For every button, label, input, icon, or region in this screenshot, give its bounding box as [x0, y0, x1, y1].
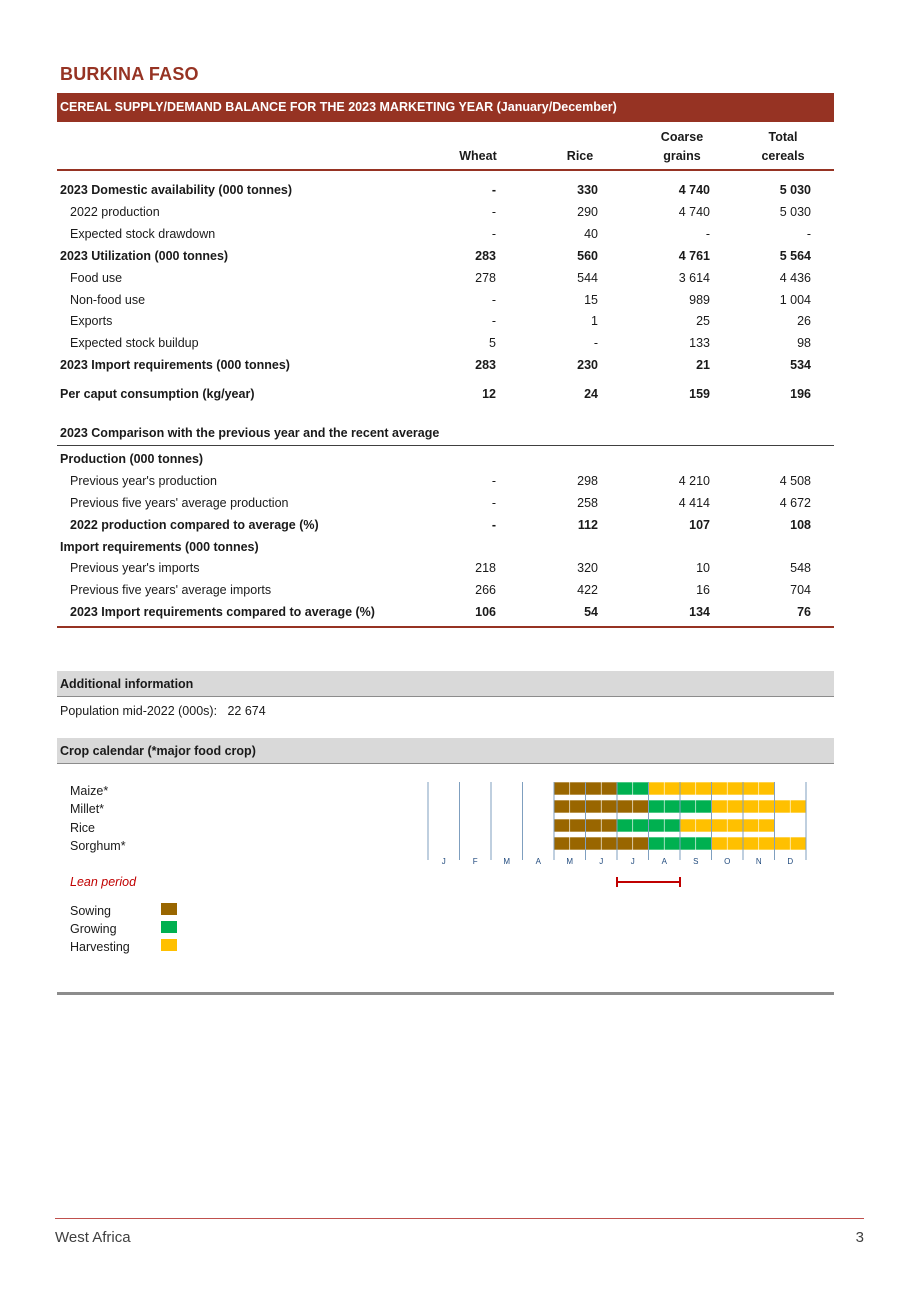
footer-page-number: 3: [855, 1229, 864, 1246]
calendar-growing-cell: [696, 800, 712, 813]
calendar-growing-cell: [696, 837, 712, 850]
calendar-sowing-cell: [570, 782, 586, 795]
cell-coarse: 25: [696, 314, 710, 328]
calendar-sowing-cell: [570, 800, 586, 813]
calendar-harvesting-cell: [727, 837, 743, 850]
row-label: Previous year's production: [70, 474, 217, 488]
cell-rice: 230: [577, 358, 598, 372]
month-label: M: [566, 857, 574, 866]
crop-calendar-header: Crop calendar (*major food crop): [57, 738, 834, 764]
row-label: 2023 Domestic availability (000 tonnes): [60, 183, 293, 197]
calendar-sowing-cell: [601, 782, 617, 795]
population-label: Population mid-2022 (000s):: [60, 704, 218, 718]
row-label: 2022 production: [70, 205, 160, 219]
cell-coarse: 989: [689, 293, 710, 307]
calendar-harvesting-cell: [759, 782, 775, 795]
col-header-rice: Rice: [566, 149, 594, 163]
row-label: Non-food use: [70, 293, 146, 307]
cell-wheat: -: [491, 314, 496, 328]
month-label: N: [755, 857, 762, 866]
calendar-harvesting-cell: [743, 837, 759, 850]
cell-coarse: 4 414: [678, 496, 710, 510]
row-label: Previous five years' average imports: [70, 583, 272, 597]
cell-total: 4 508: [779, 474, 811, 488]
cell-wheat: -: [491, 496, 496, 510]
calendar-growing-cell: [617, 819, 633, 832]
calendar-growing-cell: [633, 819, 649, 832]
comparison-row: [57, 536, 834, 558]
calendar-sowing-cell: [601, 819, 617, 832]
calendar-growing-cell: [649, 800, 665, 813]
lean-period-label: Lean period: [70, 875, 137, 889]
col-header-coarse-line1: Coarse: [660, 130, 704, 144]
calendar-harvesting-cell: [712, 837, 728, 850]
row-label: Expected stock drawdown: [70, 227, 216, 241]
col-header-wheat: Wheat: [459, 149, 497, 163]
calendar-sowing-cell: [617, 800, 633, 813]
cell-wheat: -: [491, 183, 496, 197]
comparison-row: [57, 470, 834, 492]
comparison-title: [57, 422, 834, 444]
cell-total: 1 004: [779, 293, 811, 307]
cell-total: 4 672: [779, 496, 811, 510]
crop-calendar-chart: [420, 776, 820, 896]
per-caput-row: [57, 383, 834, 405]
legend-sowing-swatch: [161, 903, 177, 915]
cell-wheat: -: [491, 293, 496, 307]
cell-coarse: 10: [696, 561, 710, 575]
month-label: A: [661, 857, 667, 866]
country-title: BURKINA FASO: [60, 64, 199, 84]
cell-wheat: -: [491, 474, 496, 488]
per-caput-total: 196: [790, 387, 811, 401]
cell-rice: 298: [577, 474, 598, 488]
calendar-sowing-cell: [554, 782, 570, 795]
footer-region: West Africa: [55, 1229, 131, 1246]
calendar-sowing-cell: [617, 837, 633, 850]
month-label: A: [535, 857, 541, 866]
calendar-growing-cell: [633, 782, 649, 795]
calendar-harvesting-cell: [759, 819, 775, 832]
comparison-row: [57, 557, 834, 579]
month-label: J: [441, 857, 446, 866]
cell-coarse: 4 740: [678, 183, 710, 197]
calendar-growing-cell: [664, 800, 680, 813]
cell-rice: 422: [577, 583, 598, 597]
calendar-harvesting-cell: [727, 819, 743, 832]
calendar-sowing-cell: [570, 837, 586, 850]
cell-wheat: 283: [475, 249, 496, 263]
row-label: 2023 Import requirements (000 tonnes): [60, 358, 290, 372]
cell-coarse: 4 761: [678, 249, 710, 263]
legend-harvesting-label: Harvesting: [70, 940, 130, 954]
calendar-harvesting-cell: [790, 800, 806, 813]
cell-coarse: 4 740: [678, 205, 710, 219]
calendar-harvesting-cell: [680, 782, 696, 795]
cell-rice: 40: [584, 227, 598, 241]
cell-rice: 320: [577, 561, 598, 575]
row-label: 2023 Import requirements compared to average (%): [70, 605, 375, 619]
cell-wheat: 278: [475, 271, 496, 285]
calendar-growing-cell: [664, 819, 680, 832]
calendar-harvesting-cell: [743, 782, 759, 795]
cell-total: 4 436: [779, 271, 811, 285]
calendar-sowing-cell: [570, 819, 586, 832]
table-title-bar: CEREAL SUPPLY/DEMAND BALANCE FOR THE 2023 MARKETING YEAR (January/December): [57, 93, 834, 122]
table-bottom-divider: [57, 626, 834, 628]
cell-total: 5 030: [779, 183, 811, 197]
comparison-divider: [57, 445, 834, 446]
cell-rice: -: [593, 336, 598, 350]
crop-name-millet: Millet*: [70, 802, 105, 816]
calendar-harvesting-cell: [696, 782, 712, 795]
calendar-harvesting-cell: [743, 819, 759, 832]
balance-row: [57, 310, 834, 332]
cell-rice: 15: [584, 293, 598, 307]
calendar-harvesting-cell: [727, 800, 743, 813]
cell-coarse: -: [705, 227, 710, 241]
footer-divider: [55, 1218, 864, 1219]
month-label: M: [503, 857, 511, 866]
cell-total: 548: [790, 561, 811, 575]
balance-row: [57, 267, 834, 289]
cell-wheat: 283: [475, 358, 496, 372]
comparison-title-text: 2023 Comparison with the previous year and the recent average: [60, 426, 440, 440]
row-label: Import requirements (000 tonnes): [60, 540, 259, 554]
calendar-growing-cell: [680, 800, 696, 813]
calendar-sowing-cell: [586, 800, 602, 813]
balance-row: [57, 201, 834, 223]
cell-rice: 544: [577, 271, 598, 285]
calendar-harvesting-cell: [759, 837, 775, 850]
cell-rice: 330: [577, 183, 598, 197]
balance-row: [57, 289, 834, 311]
cell-rice: 1: [591, 314, 598, 328]
calendar-sowing-cell: [554, 819, 570, 832]
calendar-harvesting-cell: [775, 800, 791, 813]
calendar-harvesting-cell: [680, 819, 696, 832]
cell-coarse: 16: [696, 583, 710, 597]
cell-rice: 112: [577, 518, 598, 532]
comparison-row: [57, 448, 834, 470]
row-label: Exports: [70, 314, 113, 328]
row-label: Food use: [70, 271, 123, 285]
calendar-harvesting-cell: [712, 800, 728, 813]
population-line: [60, 704, 266, 718]
month-label: F: [472, 857, 478, 866]
cell-wheat: 218: [475, 561, 496, 575]
header-divider: [57, 169, 834, 171]
cell-wheat: -: [491, 227, 496, 241]
cell-total: 5 030: [779, 205, 811, 219]
calendar-harvesting-cell: [664, 782, 680, 795]
comparison-row: [57, 601, 834, 623]
calendar-harvesting-cell: [775, 837, 791, 850]
comparison-row: [57, 579, 834, 601]
col-header-total-cereals: [743, 128, 823, 166]
cell-total: 704: [790, 583, 811, 597]
calendar-sowing-cell: [554, 800, 570, 813]
cell-coarse: 107: [689, 518, 710, 532]
per-caput-coarse: 159: [689, 387, 710, 401]
section-bottom-divider: [57, 992, 834, 995]
calendar-sowing-cell: [586, 782, 602, 795]
row-label: Previous five years' average production: [70, 496, 289, 510]
month-label: J: [630, 857, 635, 866]
legend-sowing-label: Sowing: [70, 904, 111, 918]
cell-coarse: 21: [696, 358, 710, 372]
calendar-harvesting-cell: [649, 782, 665, 795]
col-header-total-line2: cereals: [761, 149, 805, 163]
col-header-coarse-grains: [642, 128, 722, 166]
cell-rice: 560: [577, 249, 598, 263]
cell-wheat: -: [491, 518, 496, 532]
col-header-coarse-line2: grains: [663, 149, 701, 163]
per-caput-label: Per caput consumption (kg/year): [60, 387, 255, 401]
crop-name-sorghum: Sorghum*: [70, 839, 126, 853]
balance-row: [57, 332, 834, 354]
cell-total: 76: [797, 605, 811, 619]
calendar-harvesting-cell: [712, 782, 728, 795]
crop-name-rice: Rice: [70, 821, 96, 835]
population-value: 22 674: [227, 704, 266, 718]
balance-row: [57, 354, 834, 376]
cell-coarse: 133: [689, 336, 710, 350]
calendar-growing-cell: [664, 837, 680, 850]
cell-total: -: [806, 227, 811, 241]
calendar-sowing-cell: [586, 819, 602, 832]
calendar-growing-cell: [617, 782, 633, 795]
cell-coarse: 134: [689, 605, 710, 619]
calendar-harvesting-cell: [743, 800, 759, 813]
legend-harvesting-swatch: [161, 939, 177, 951]
per-caput-rice: 24: [584, 387, 598, 401]
row-label: Production (000 tonnes): [60, 452, 204, 466]
calendar-sowing-cell: [586, 837, 602, 850]
cell-total: 5 564: [779, 249, 811, 263]
calendar-harvesting-cell: [696, 819, 712, 832]
month-label: S: [693, 857, 699, 866]
row-label: 2022 production compared to average (%): [70, 518, 319, 532]
calendar-sowing-cell: [554, 837, 570, 850]
balance-row: [57, 245, 834, 267]
cell-wheat: 5: [489, 336, 496, 350]
comparison-row: [57, 492, 834, 514]
cell-wheat: -: [491, 205, 496, 219]
row-label: Previous year's imports: [70, 561, 200, 575]
additional-info-header: Additional information: [57, 671, 834, 697]
calendar-sowing-cell: [633, 800, 649, 813]
calendar-harvesting-cell: [790, 837, 806, 850]
calendar-growing-cell: [680, 837, 696, 850]
balance-row: [57, 223, 834, 245]
cell-total: 534: [790, 358, 811, 372]
row-label: Expected stock buildup: [70, 336, 199, 350]
cell-rice: 258: [577, 496, 598, 510]
balance-row: [57, 179, 834, 201]
month-label: J: [599, 857, 604, 866]
col-header-total-line1: Total: [768, 130, 798, 144]
comparison-row: [57, 514, 834, 536]
crop-name-maize: Maize*: [70, 784, 109, 798]
legend-growing-swatch: [161, 921, 177, 933]
cell-total: 108: [790, 518, 811, 532]
cell-wheat: 266: [475, 583, 496, 597]
cell-total: 26: [797, 314, 811, 328]
cell-coarse: 4 210: [678, 474, 710, 488]
calendar-harvesting-cell: [712, 819, 728, 832]
calendar-harvesting-cell: [759, 800, 775, 813]
row-label: 2023 Utilization (000 tonnes): [60, 249, 229, 263]
month-label: D: [787, 857, 794, 866]
cell-rice: 290: [577, 205, 598, 219]
cell-rice: 54: [584, 605, 598, 619]
month-label: O: [724, 857, 731, 866]
legend-growing-label: Growing: [70, 922, 117, 936]
calendar-sowing-cell: [601, 837, 617, 850]
calendar-growing-cell: [649, 837, 665, 850]
cell-wheat: 106: [475, 605, 496, 619]
calendar-harvesting-cell: [727, 782, 743, 795]
calendar-sowing-cell: [601, 800, 617, 813]
cell-coarse: 3 614: [678, 271, 710, 285]
calendar-growing-cell: [649, 819, 665, 832]
per-caput-wheat: 12: [482, 387, 496, 401]
cell-total: 98: [797, 336, 811, 350]
calendar-sowing-cell: [633, 837, 649, 850]
